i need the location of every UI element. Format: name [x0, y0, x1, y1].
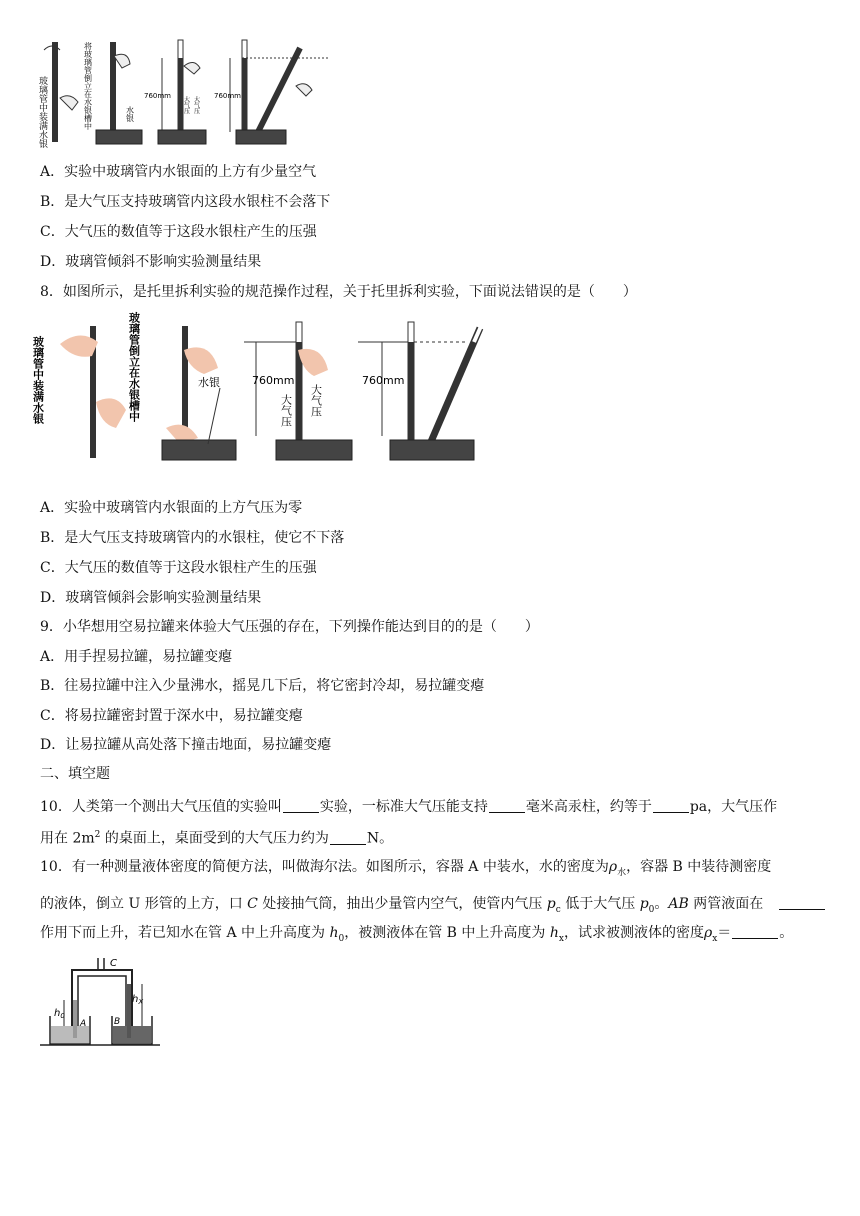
label-b: B: [114, 1017, 121, 1027]
water-column: [73, 1000, 77, 1038]
section-heading: 二、填空题: [40, 766, 110, 782]
hand-icon: [96, 398, 126, 428]
q9-option-c: C．将易拉罐密封置于深水中，易拉罐变瘪: [40, 708, 303, 724]
liquid-column: [127, 984, 131, 1038]
mercury-column: [408, 342, 414, 446]
fig1-mercury-label: 水银: [125, 106, 135, 122]
q10b-line1: 10．有一种测量液体密度的简便方法，叫做海尔法。如图所示，容器 A 中装水，水的密度为$\rho_水$，容器 B 中装待测密度: [40, 859, 772, 878]
q7-option-a: A．实验中玻璃管内水银面的上方有少量空气: [40, 164, 317, 180]
q8-option-b: B．是大气压支持玻璃管内的水银柱，使它不下落: [40, 530, 345, 546]
hand-icon: [60, 96, 78, 110]
answer-blank[interactable]: [653, 798, 689, 813]
q7-option-d: D．玻璃管倾斜不影响实验测量结果: [40, 254, 262, 270]
q10b-line2: 的液体，倒立 U 形管的上方，口 C 处接抽气筒，抽出少量管内空气，使管内气压 $p_c$ 低于大气压 $p_0$。AB 两管液面在: [40, 894, 826, 920]
q9-option-a: A．用手捏易拉罐，易拉罐变瘪: [40, 649, 233, 665]
q8-option-a: A．实验中玻璃管内水银面的上方气压为零: [40, 500, 303, 516]
q9-stem: 9．小华想用空易拉罐来体验大气压强的存在，下列操作能达到目的的是（ ）: [40, 619, 539, 635]
fig1-invert-label: 将玻璃管倒立在水银槽中: [83, 42, 93, 130]
q9-option-d: D．让易拉罐从高处落下撞击地面，易拉罐变瘪: [40, 737, 332, 753]
q8-stem: 8．如图所示，是托里拆利实验的规范操作过程，关于托里拆利实验，下面说法错误的是（ ）: [40, 284, 637, 300]
liquid-b: [113, 1026, 151, 1043]
fig1-atm-b: 大气压: [192, 96, 200, 114]
outlet-c: [98, 958, 104, 970]
mercury-column: [242, 58, 247, 138]
answer-blank[interactable]: [489, 798, 525, 813]
answer-blank[interactable]: [283, 798, 319, 813]
fig2-760b: 760mm: [362, 374, 405, 387]
mercury-dish: [236, 130, 286, 144]
torricelli-figure-main: [31, 306, 504, 466]
tube-tilted: [256, 48, 300, 136]
tube-full: [52, 42, 58, 142]
fig2-atm-b: 大气压: [309, 384, 323, 417]
fig1-760b: 760mm: [214, 92, 241, 100]
answer-blank[interactable]: [732, 924, 778, 939]
fig2-mercury-label: 水银: [198, 376, 220, 389]
q7-option-c: C．大气压的数值等于这段水银柱产生的压强: [40, 224, 317, 240]
mercury-dish: [162, 440, 236, 460]
hand-icon: [114, 54, 130, 68]
torricelli-figure-top: [34, 36, 334, 150]
q9-option-b: B．往易拉罐中注入少量沸水，摇晃几下后，将它密封冷却，易拉罐变瘪: [40, 678, 485, 694]
tube-tilted: [430, 328, 480, 444]
q10a-line1: 10．人类第一个测出大气压值的实验叫 实验，一标准大气压能支持 毫米高汞柱，约等于 pa，大气压作: [40, 799, 778, 815]
fig1-atm-a: 大气压: [182, 96, 190, 114]
hand-icon: [184, 347, 218, 374]
mercury-dish: [390, 440, 474, 460]
q7-option-b: B．是大气压支持玻璃管内这段水银柱不会落下: [40, 194, 331, 210]
mercury-dish: [158, 130, 206, 144]
hand-icon: [184, 62, 200, 74]
q10a-line2: 用在 $2m^2$ 的桌面上，桌面受到的大气压力约为 N。: [40, 830, 394, 847]
hand-icon: [296, 84, 312, 96]
q8-option-c: C．大气压的数值等于这段水银柱产生的压强: [40, 560, 317, 576]
q10b-line3: 作用下而上升，若已知水在管 A 中上升高度为 $h_0$，被测液体在管 B 中上升高度为 $h_x$，试求被测液体的密度$\rho_x=$ 。: [40, 925, 794, 944]
answer-blank[interactable]: [779, 895, 825, 910]
mercury-dish: [276, 440, 352, 460]
fig1-fill-label: 玻璃管中装满水银: [37, 76, 47, 148]
answer-blank[interactable]: [330, 830, 366, 845]
label-h0: $h_0$: [54, 1008, 65, 1020]
hare-apparatus-figure: [38, 954, 162, 1050]
fig2-atm-a: 大气压: [279, 394, 293, 427]
label-c: C: [110, 958, 117, 969]
mercury-dish: [96, 130, 142, 144]
label-hx: $h_X$: [132, 994, 144, 1006]
fig2-760a: 760mm: [252, 374, 295, 387]
q8-option-d: D．玻璃管倾斜会影响实验测量结果: [40, 590, 262, 606]
fig2-invert-label: 玻璃管倒立在水银槽中: [127, 312, 141, 422]
hand-icon: [60, 335, 98, 356]
fig1-760a: 760mm: [144, 92, 171, 100]
label-a: A: [80, 1019, 87, 1029]
pointer-line: [208, 388, 220, 444]
fig2-fill-label: 玻璃管中装满水银: [31, 336, 45, 424]
